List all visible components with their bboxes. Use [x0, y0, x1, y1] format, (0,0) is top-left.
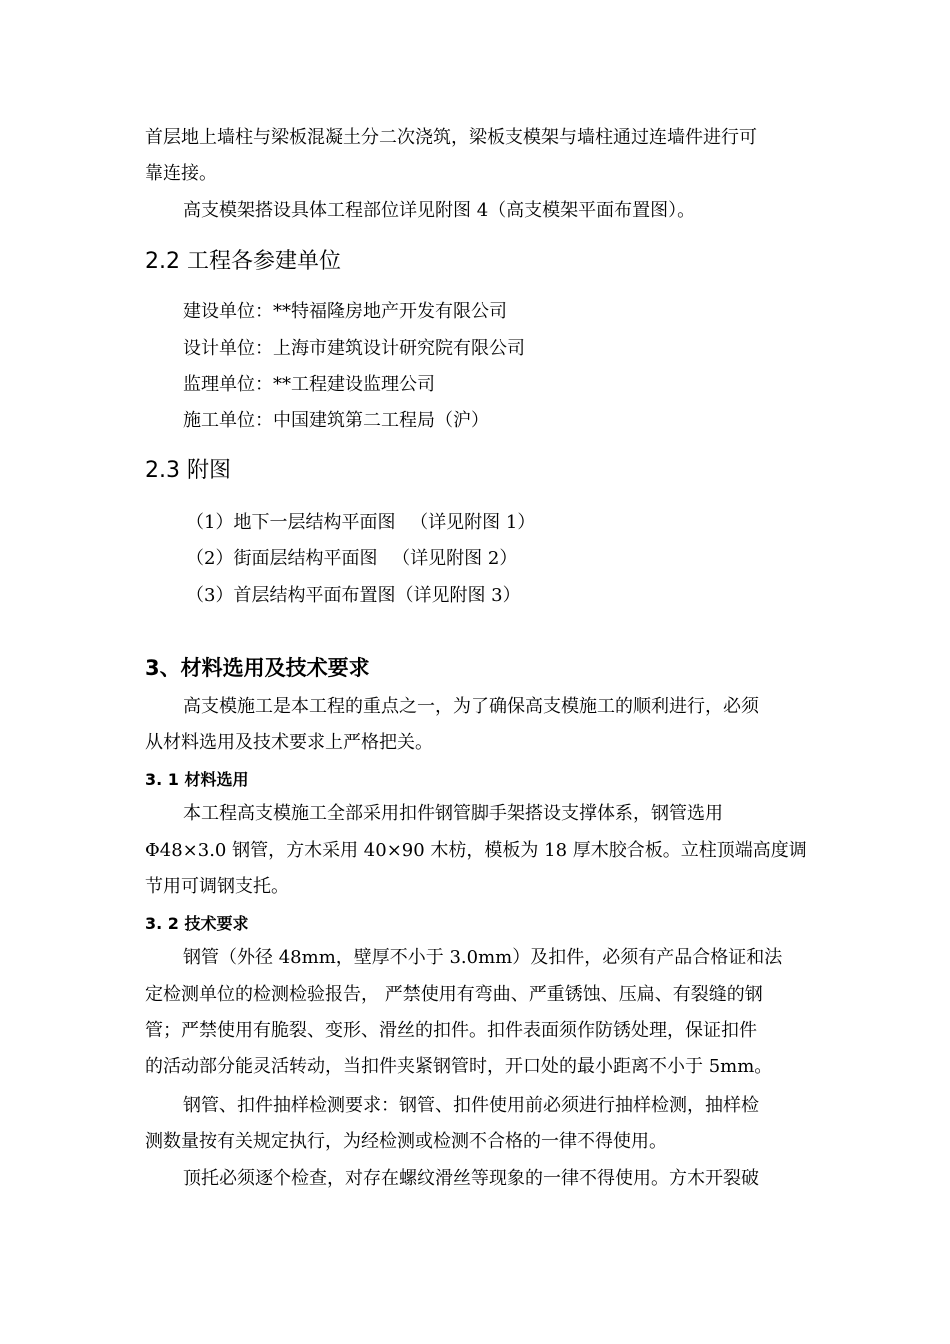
- attachment-item: （2）街面层结构平面图 （详见附图 2）: [186, 548, 518, 569]
- body-text-line: 节用可调钢支托。: [145, 876, 289, 897]
- body-text-line: 钢管（外径 48mm，壁厚不小于 3.0mm）及扣件，必须有产品合格证和法: [183, 947, 783, 968]
- body-text-line: 测数量按有关规定执行，为经检测或检测不合格的一律不得使用。: [145, 1131, 667, 1152]
- body-text-line: 高支模架搭设具体工程部位详见附图 4（高支模架平面布置图）。: [183, 200, 696, 221]
- body-text-line: 定检测单位的检测检验报告， 严禁使用有弯曲、严重锈蚀、压扁、有裂缝的钢: [145, 984, 763, 1005]
- body-text-line: 本工程高支模施工全部采用扣件钢管脚手架搭设支撑体系，钢管选用: [183, 803, 723, 824]
- section-heading-2-2: 2.2 工程各参建单位: [145, 249, 341, 274]
- participant-item: 监理单位：**工程建设监理公司: [183, 374, 435, 395]
- attachment-item: （1）地下一层结构平面图 （详见附图 1）: [186, 512, 536, 533]
- body-text-line: 高支模施工是本工程的重点之一，为了确保高支模施工的顺利进行，必须: [183, 696, 759, 717]
- participant-item: 施工单位：中国建筑第二工程局（沪）: [183, 410, 489, 431]
- body-text-line: 的活动部分能灵活转动，当扣件夹紧钢管时，开口处的最小距离不小于 5mm。: [145, 1056, 773, 1077]
- body-text-line: 首层地上墙柱与梁板混凝土分二次浇筑，梁板支模架与墙柱通过连墙件进行可: [145, 127, 757, 148]
- section-heading-2-3: 2.3 附图: [145, 458, 231, 483]
- attachment-item: （3）首层结构平面布置图（详见附图 3）: [186, 585, 521, 606]
- section-heading-3: 3、材料选用及技术要求: [145, 656, 370, 680]
- section-heading-3-1: 3. 1 材料选用: [145, 770, 249, 789]
- body-text-line: 管；严禁使用有脆裂、变形、滑丝的扣件。扣件表面须作防锈处理，保证扣件: [145, 1020, 757, 1041]
- section-heading-3-2: 3. 2 技术要求: [145, 914, 249, 933]
- body-text-line: 顶托必须逐个检查，对存在螺纹滑丝等现象的一律不得使用。方木开裂破: [183, 1168, 759, 1189]
- body-text-line: Φ48×3.0 钢管，方木采用 40×90 木枋，模板为 18 厚木胶合板。立柱顶端高度调: [145, 840, 807, 861]
- body-text-line: 钢管、扣件抽样检测要求：钢管、扣件使用前必须进行抽样检测，抽样检: [183, 1095, 759, 1116]
- body-text-line: 靠连接。: [145, 163, 217, 184]
- participant-item: 设计单位：上海市建筑设计研究院有限公司: [183, 338, 525, 359]
- body-text-line: 从材料选用及技术要求上严格把关。: [145, 732, 433, 753]
- participant-item: 建设单位：**特福隆房地产开发有限公司: [183, 301, 507, 322]
